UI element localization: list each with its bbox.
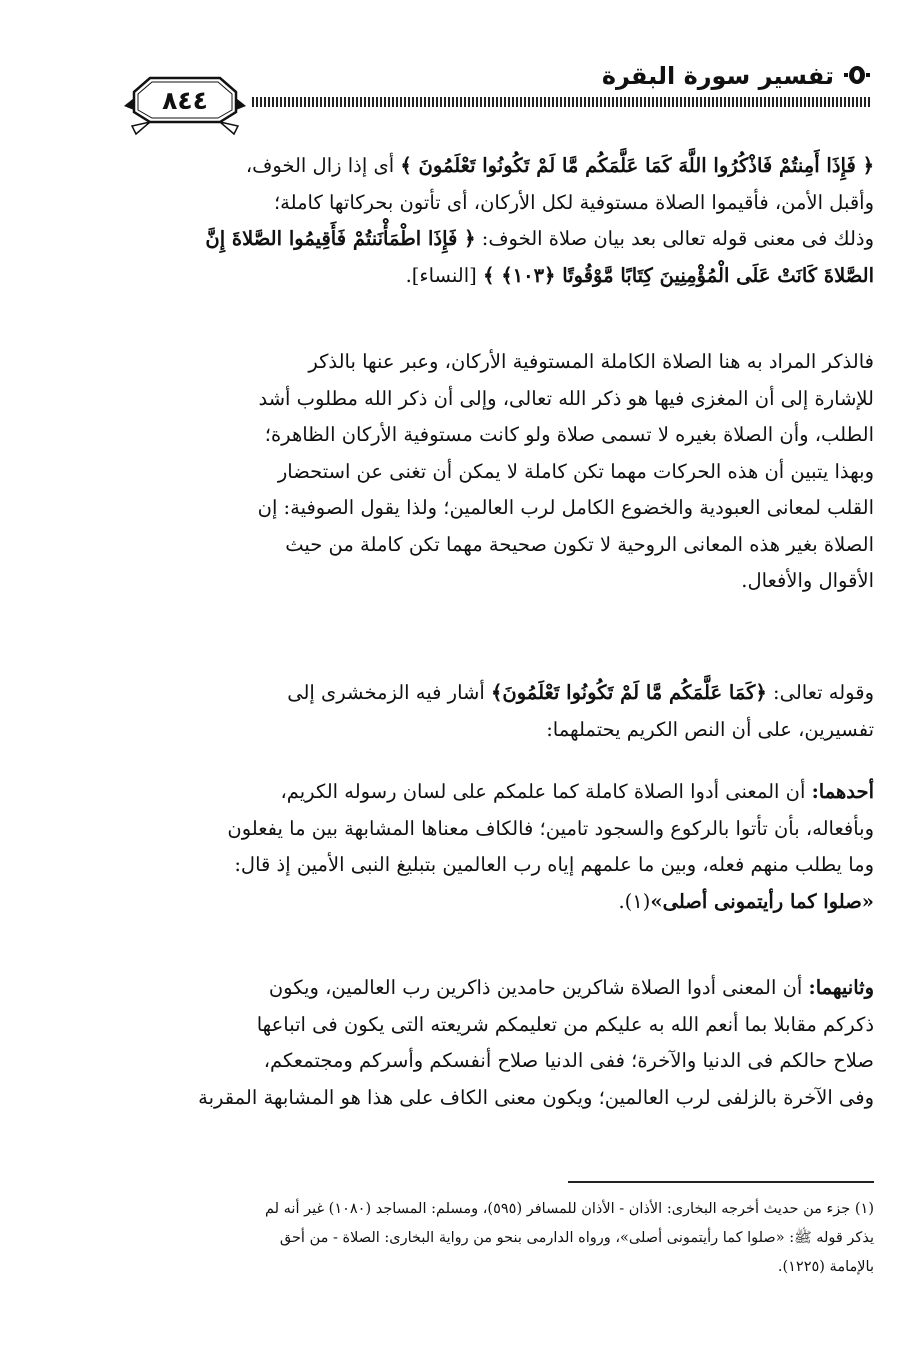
footnote-line: بالإمامة (١٢٢٥). — [777, 1259, 874, 1275]
page-number: ٨٤٤ — [162, 86, 208, 115]
floral-ornament-icon — [844, 64, 870, 86]
page-header — [0, 0, 920, 140]
footnotes — [46, 1195, 874, 1282]
paragraph-3: وقوله تعالى: ﴿كَمَا عَلَّمَكُم مَّا لَمْ تَكُونُوا تَعْلَمُونَ﴾ أشار فيه الزمخشرى إلى تفسيرين، على أن النص الكريم يحتملهما: — [287, 681, 874, 741]
footnote-rule — [568, 1181, 874, 1183]
running-title: تفسير سورة البقرة — [601, 62, 834, 90]
footnote-line: يذكر قوله ﷺ: «صلوا كما رأيتمونى أصلى»، ورواه الدارمى بنحو من رواية البخارى: الصلاة - من أحق — [279, 1230, 874, 1246]
paragraph-2: فالذكر المراد به هنا الصلاة الكاملة المستوفية الأركان، وعبر عنها بالذكر للإشارة إلى أن المغزى فيها هو ذكر الله تعالى، وإلى أن ذكر الله مطلوب أشد الطلب، وأن الصلاة بغيره لا تسمى صلاة ولو كانت مستوفية الأركان الظاهرة؛ وبهذا يتبين أن هذه الحركات مهما تكن كاملة لا يمكن أن تغنى عن استحضار القلب لمعانى العبودية والخضوع الكامل لرب العالمين؛ ولذا يقول الصوفية: إن الصلاة بغير هذه المعانى الروحية لا تكون صحيحة مهما تكن كاملة من حيث الأقوال والأفعال. — [257, 350, 874, 592]
paragraph-4: أحدهما: أن المعنى أدوا الصلاة كاملة كما علمكم على لسان رسوله الكريم، وبأفعاله، بأن تأتوا بالركوع والسجود تامين؛ فالكاف معناها المشابهة بين ما يفعلون وما يطلب منهم فعله، وبين ما علمهم إياه رب العالمين بتبليغ النبى الأمين إذ قال: «صلوا كما رأيتمونى أصلى»(١). — [227, 780, 874, 913]
paragraph-5: وثانيهما: أن المعنى أدوا الصلاة شاكرين حامدين ذاكرين رب العالمين، ويكون ذكركم مقابلا بما أنعم الله به عليكم من تعليمكم شريعته التى يكون فى اتباعها صلاح حالكم فى الدنيا والآخرة؛ ففى الدنيا صلاح أنفسكم وأسركم ومجتمعكم، وفى الآخرة بالزلفى لرب العالمين؛ ويكون معنى الكاف على هذا هو المشابهة المقربة — [198, 976, 874, 1109]
footnote-line: (١) جزء من حديث أخرجه البخارى: الأذان - الأذان للمسافر (٥٩٥)، ومسلم: المساجد (١٠٨٠) غير أنه لم — [264, 1201, 874, 1217]
paragraph-1: ﴿ فَإِذَا أَمِنتُمْ فَاذْكُرُوا اللَّهَ كَمَا عَلَّمَكُم مَّا لَمْ تَكُونُوا تَعْلَمُونَ ﴾ أى إذا زال الخوف، وأقبل الأمن، فأقيموا الصلاة مستوفية لكل الأركان، أى تأتون بحركاتها كاملة؛ وذلك فى معنى قوله تعالى بعد بيان صلاة الخوف: ﴿ فَإِذَا اطْمَأْنَنتُمْ فَأَقِيمُوا الصَّلاةَ إِنَّ الصَّلاةَ كَانَتْ عَلَى الْمُؤْمِنِينَ كِتَابًا مَّوْقُوتًا ﴿١٠٣﴾ ﴾ [النساء]. — [205, 154, 874, 287]
header-rule — [252, 97, 870, 107]
